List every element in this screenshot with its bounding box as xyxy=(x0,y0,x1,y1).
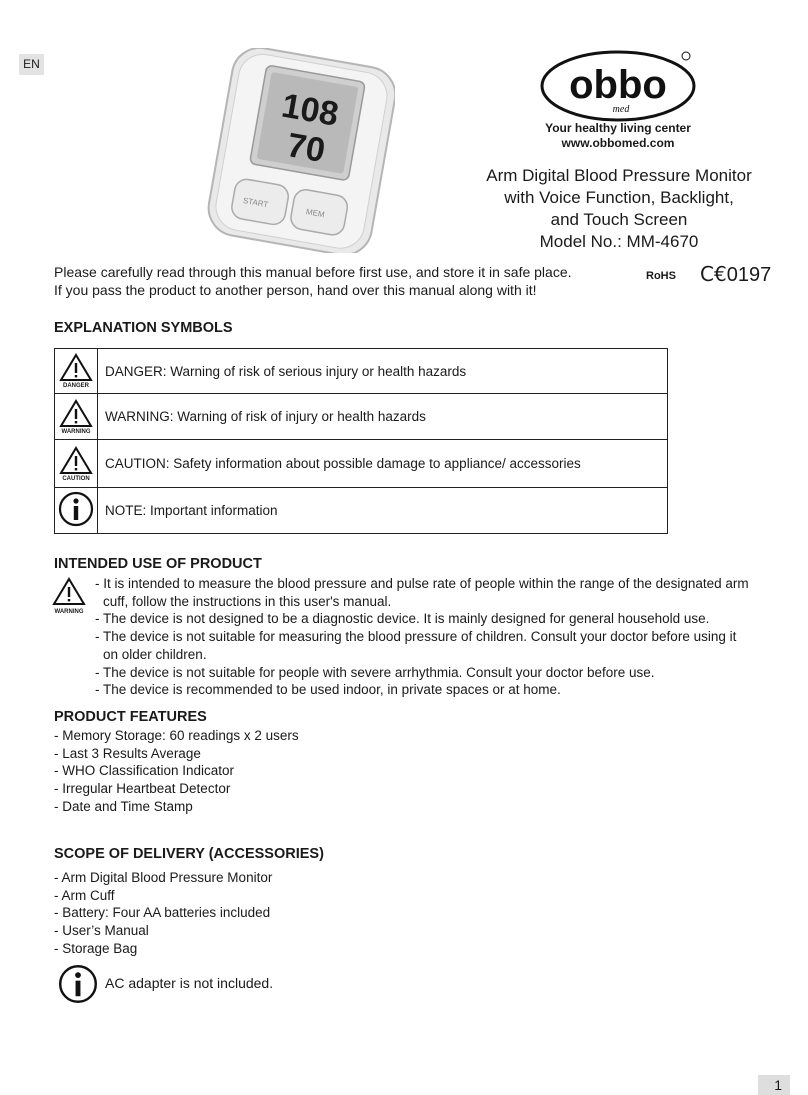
start-button-label: START xyxy=(242,195,269,210)
icon-label: WARNING xyxy=(54,609,84,615)
website-text: www.obbomed.com xyxy=(561,136,675,150)
list-item: - The device is recommended to be used indoor, in private spaces or at home. xyxy=(95,682,561,698)
list-item: - The device is not suitable for people with severe arrhythmia. Consult your doctor before use. xyxy=(95,664,655,680)
info-icon xyxy=(58,964,98,1009)
list-item: - Storage Bag xyxy=(54,940,138,956)
list-item: on older children. xyxy=(103,646,207,662)
ce-mark: C€0197 xyxy=(700,262,772,286)
symbol-description: CAUTION: Safety information about possible damage to appliance/ accessories xyxy=(98,440,668,488)
list-item: - WHO Classification Indicator xyxy=(54,763,235,779)
table-row xyxy=(55,394,668,440)
list-item: - It is intended to measure the blood pressure and pulse rate of people within the range of the designated arm xyxy=(95,576,749,591)
info-icon xyxy=(55,488,98,534)
list-item: - User’s Manual xyxy=(54,923,149,939)
blood-pressure-monitor-image xyxy=(205,48,395,253)
mem-button-label: MEM xyxy=(305,207,326,220)
symbol-description: NOTE: Important information xyxy=(98,488,668,534)
document-title xyxy=(460,165,778,253)
features-list xyxy=(54,727,299,816)
section-heading-features: PRODUCT FEATURES xyxy=(54,709,207,725)
symbol-description: WARNING: Warning of risk of injury or health hazards xyxy=(98,394,668,440)
danger-icon xyxy=(55,349,98,394)
ce-number: 0197 xyxy=(726,264,772,286)
list-item: - Date and Time Stamp xyxy=(54,798,193,814)
rohs-mark: RoHS xyxy=(646,270,676,282)
warning-icon xyxy=(55,394,98,440)
model-number: Model No.: MM-4670 xyxy=(539,232,699,251)
list-item: - Arm Digital Blood Pressure Monitor xyxy=(54,870,273,885)
icon-label: CAUTION xyxy=(62,475,90,482)
title-line: with Voice Function, Backlight, xyxy=(504,188,734,207)
caution-icon xyxy=(55,440,98,488)
list-item: - Arm Cuff xyxy=(54,887,115,903)
intro-line: If you pass the product to another person, hand over this manual along with it! xyxy=(54,282,537,298)
section-heading-intended-use: INTENDED USE OF PRODUCT xyxy=(54,556,262,572)
icon-label: DANGER xyxy=(62,383,89,389)
list-item: - Irregular Heartbeat Detector xyxy=(54,781,231,797)
intro-text xyxy=(54,263,572,299)
ac-adapter-note: AC adapter is not included. xyxy=(105,975,274,991)
display-diastolic: 70 xyxy=(284,126,328,171)
symbols-table xyxy=(54,348,668,534)
display-systolic: 108 xyxy=(278,86,342,134)
language-tag: EN xyxy=(19,54,44,75)
symbol-description: DANGER: Warning of risk of serious injury or health hazards xyxy=(98,349,668,394)
page-number: 1 xyxy=(758,1075,790,1095)
warning-icon xyxy=(52,577,86,615)
title-line: Arm Digital Blood Pressure Monitor xyxy=(486,166,752,185)
delivery-list xyxy=(54,869,272,958)
section-heading-delivery: SCOPE OF DELIVERY (ACCESSORIES) xyxy=(54,846,324,862)
list-item: - Last 3 Results Average xyxy=(54,745,201,761)
section-heading-symbols: EXPLANATION SYMBOLS xyxy=(54,320,233,336)
intended-use-list xyxy=(95,575,749,699)
title-line: and Touch Screen xyxy=(550,210,688,229)
icon-label: WARNING xyxy=(61,428,91,435)
tagline-text: Your healthy living center xyxy=(545,121,691,135)
logo-sub-text: med xyxy=(612,104,630,115)
logo-text: obbo xyxy=(569,63,667,107)
table-row xyxy=(55,440,668,488)
list-item: cuff, follow the instructions in this user's manual. xyxy=(103,593,392,609)
obbo-logo xyxy=(538,48,698,126)
list-item: - The device is not designed to be a diagnostic device. It is mainly designed for general household use. xyxy=(95,611,710,627)
list-item: - The device is not suitable for measuring the blood pressure of children. Consult your doctor before using it xyxy=(95,629,737,645)
intro-line: Please carefully read through this manual before first use, and store it in safe place. xyxy=(54,264,572,280)
list-item: - Battery: Four AA batteries included xyxy=(54,905,271,921)
brand-tagline xyxy=(520,121,716,151)
table-row xyxy=(55,488,668,534)
list-item: - Memory Storage: 60 readings x 2 users xyxy=(54,728,299,743)
table-row xyxy=(55,349,668,394)
